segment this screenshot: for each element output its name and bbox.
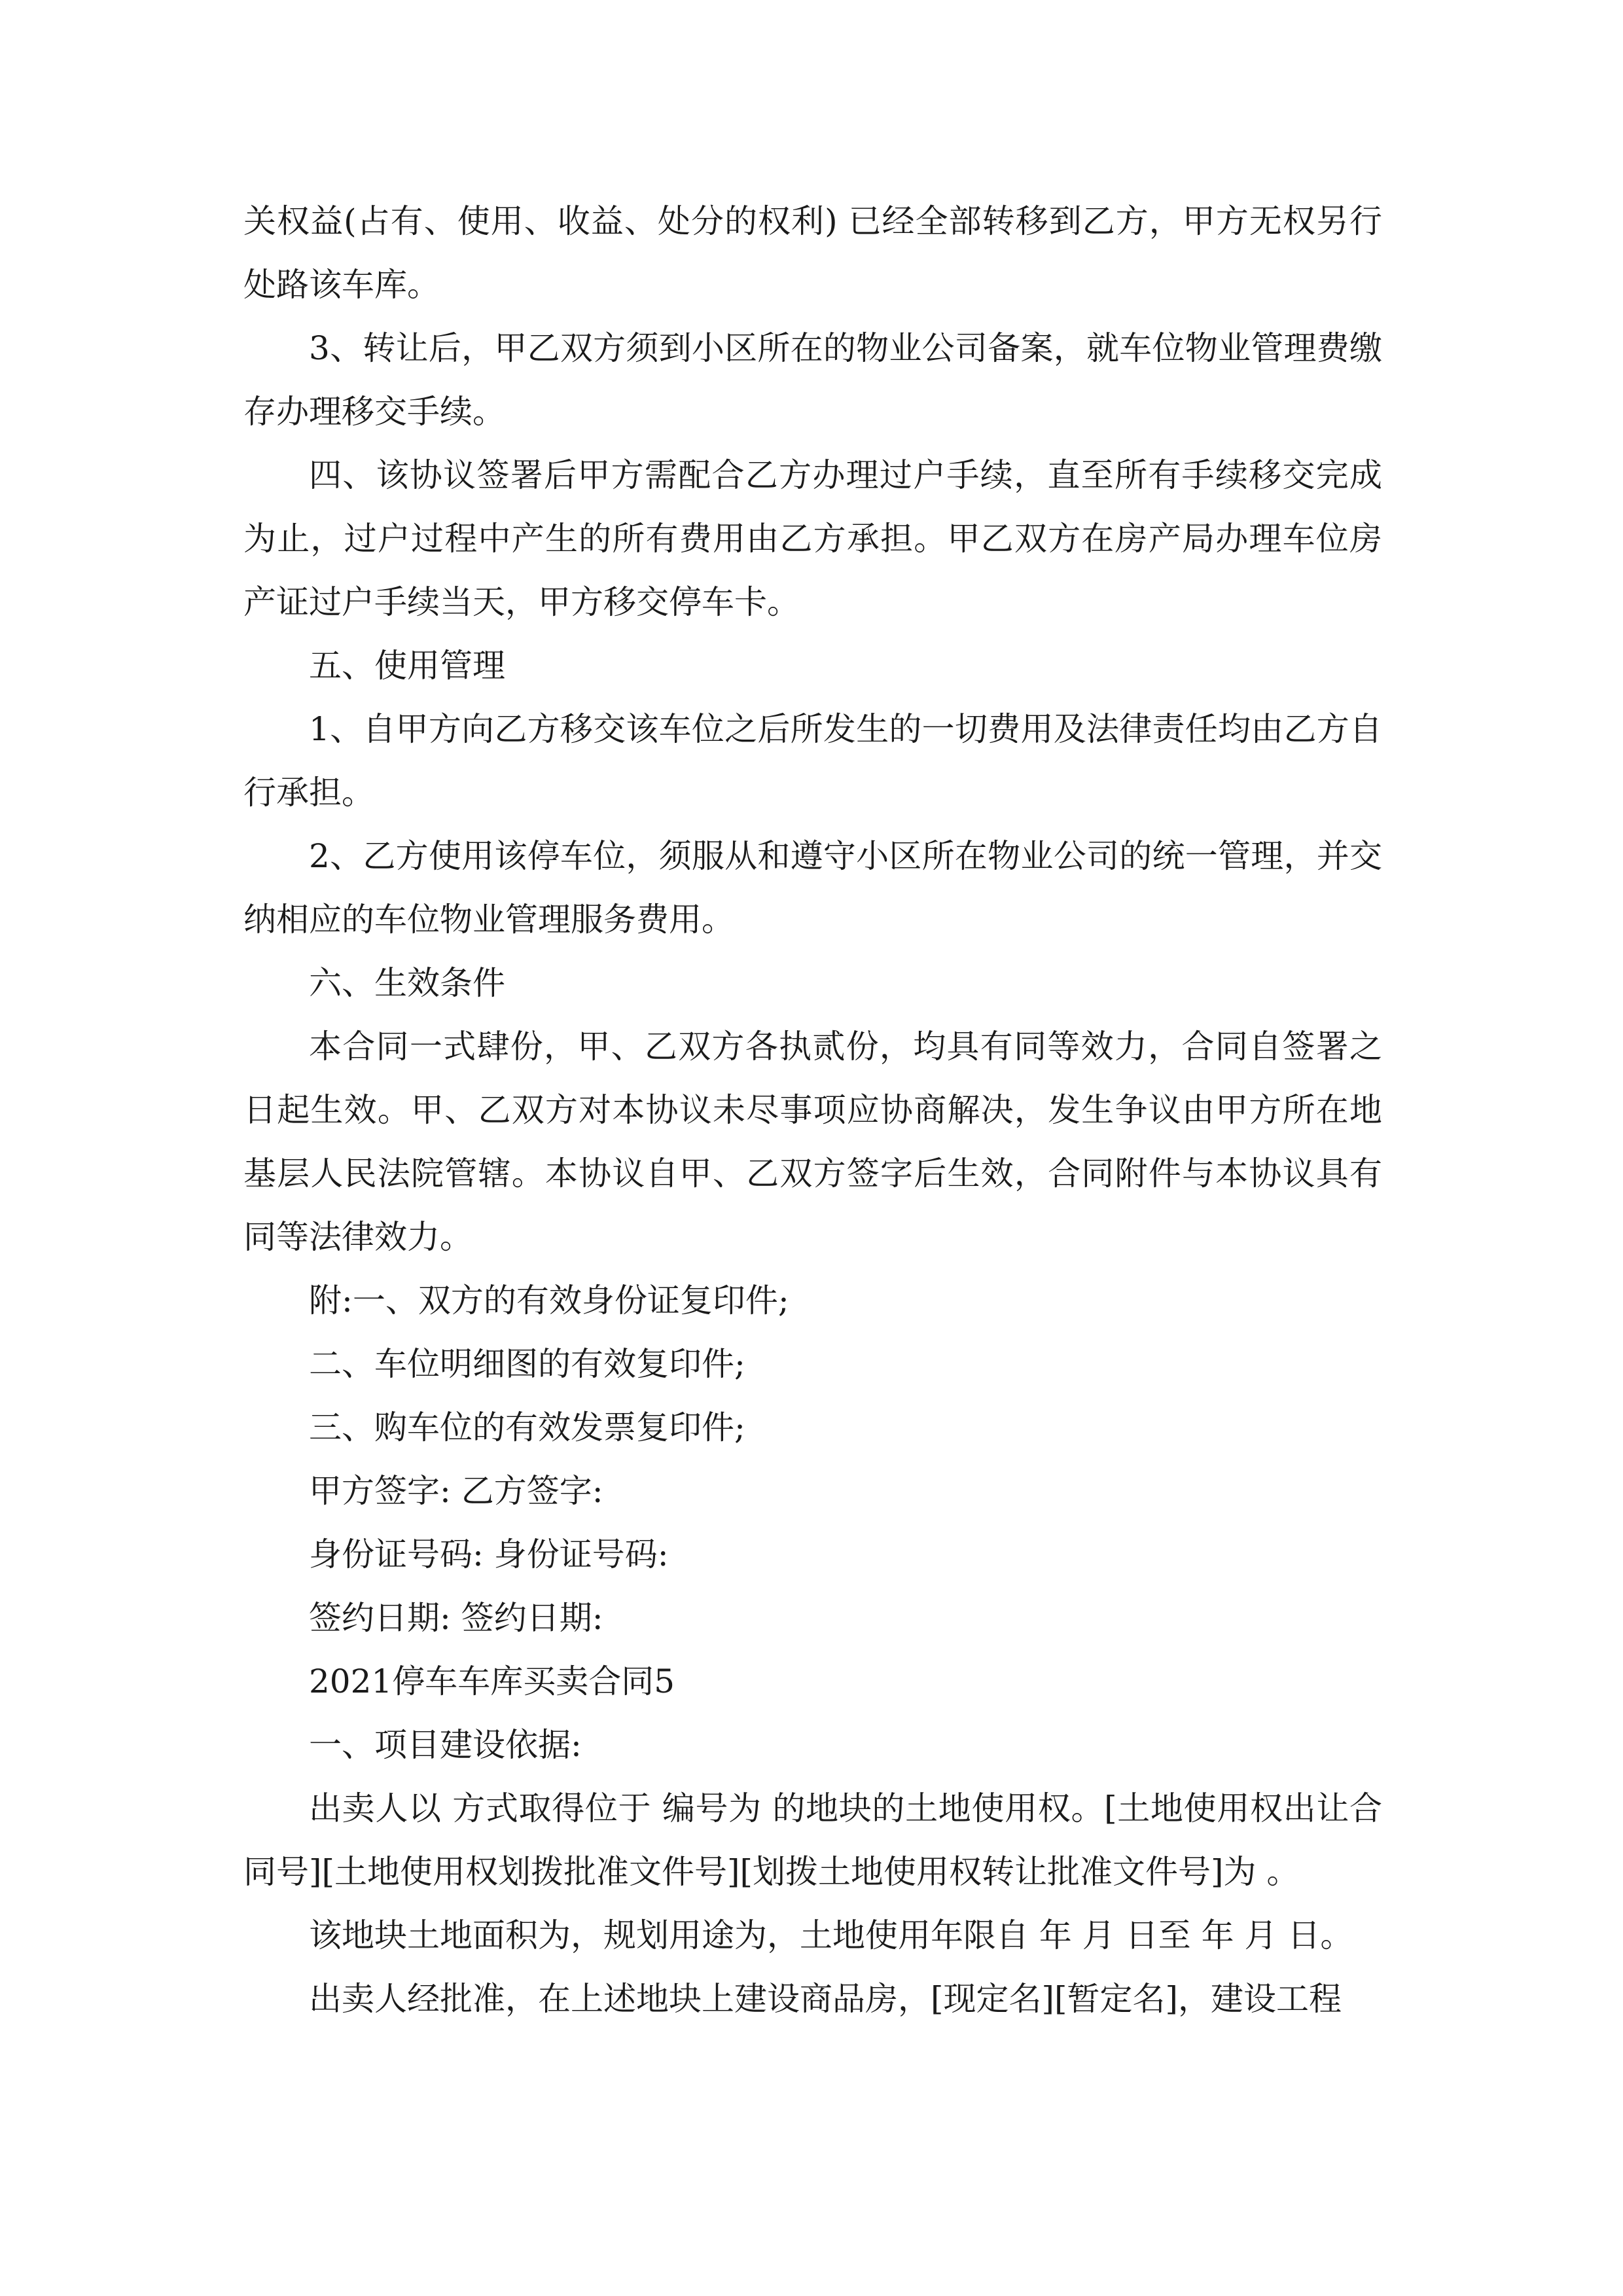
paragraph-rights-transfer: 关权益(占有、使用、收益、处分的权利) 已经全部转移到乙方，甲方无权另行处路该车库。: [243, 202, 1382, 304]
paragraph-land-rights: 出卖人以 方式取得位于 编号为 的地块的土地使用权。[土地使用权出让合同号][土地使用权划拨批准文件号][划拨土地使用权转让批准文件号]为 。: [243, 1789, 1382, 1891]
heading-section-5: 五、使用管理: [309, 647, 505, 685]
paragraph-land-area: 该地块土地面积为，规划用途为，土地使用年限自 年 月 日至 年 月 日。: [309, 1916, 1353, 1954]
attachment-1: 附:一、双方的有效身份证复印件;: [309, 1282, 789, 1319]
contract-title: 2021停车车库买卖合同5: [309, 1662, 675, 1700]
signature-line: 甲方签字: 乙方签字:: [309, 1472, 603, 1510]
heading-project-basis: 一、项目建设依据:: [309, 1726, 582, 1764]
attachment-2: 二、车位明细图的有效复印件;: [309, 1345, 745, 1383]
document-body: [243, 190, 1382, 2031]
paragraph-clause-1: 1、自甲方向乙方移交该车位之后所发生的一切费用及法律责任均由乙方自行承担。: [243, 710, 1382, 812]
paragraph-clause-2: 2、乙方使用该停车位，须服从和遵守小区所在物业公司的统一管理，并交纳相应的车位物业管理服务费用。: [243, 837, 1382, 939]
id-number-line: 身份证号码: 身份证号码:: [309, 1535, 669, 1573]
paragraph-section-4: 四、该协议签署后甲方需配合乙方办理过户手续，直至所有手续移交完成为止，过户过程中产生的所有费用由乙方承担。甲乙双方在房产局办理车位房产证过户手续当天，甲方移交停车卡。: [243, 456, 1382, 621]
paragraph-clause-3: 3、转让后，甲乙双方须到小区所在的物业公司备案，就车位物业管理费缴存办理移交手续。: [243, 329, 1382, 431]
attachment-3: 三、购车位的有效发票复印件;: [309, 1408, 745, 1446]
paragraph-effectiveness: 本合同一式肆份，甲、乙双方各执贰份，均具有同等效力，合同自签署之日起生效。甲、乙双方对本协议未尽事项应协商解决，发生争议由甲方所在地基层人民法院管辖。本协议自甲、乙双方签字后生效，合同附件与本协议具有同等法律效力。: [243, 1028, 1382, 1256]
paragraph-construction: 出卖人经批准，在上述地块上建设商品房，[现定名][暂定名]，建设工程: [309, 1980, 1342, 2018]
heading-section-6: 六、生效条件: [309, 964, 505, 1002]
signing-date-line: 签约日期: 签约日期:: [309, 1599, 603, 1637]
